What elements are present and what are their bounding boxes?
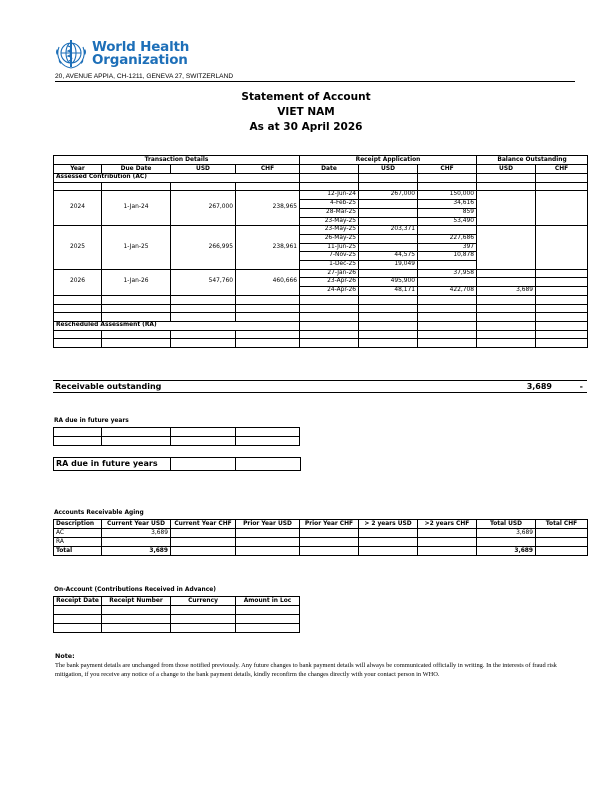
receivable-label: Receivable outstanding bbox=[55, 382, 162, 391]
col-header: Receipt Number bbox=[102, 597, 171, 606]
receipt-chf-cell: 397 bbox=[418, 243, 477, 252]
table-cell bbox=[418, 547, 477, 556]
table-cell bbox=[418, 538, 477, 547]
aging-table bbox=[53, 519, 588, 556]
table-row bbox=[54, 226, 588, 235]
col-header: USD bbox=[359, 165, 418, 174]
balance-usd-cell bbox=[477, 226, 536, 270]
assessed-chf-cell: 238,965 bbox=[236, 191, 300, 226]
table-cell bbox=[171, 538, 236, 547]
col-header: Currency bbox=[171, 597, 236, 606]
col-header: Total USD bbox=[477, 520, 536, 529]
col-header: Prior Year USD bbox=[236, 520, 300, 529]
receipt-usd-cell bbox=[359, 243, 418, 252]
table-row bbox=[54, 269, 588, 278]
due-date-cell: 1-Jan-25 bbox=[102, 226, 171, 270]
assessed-chf-cell: 460,666 bbox=[236, 269, 300, 295]
ra-future-total-label: RA due in future years bbox=[56, 459, 158, 468]
table-cell bbox=[359, 547, 418, 556]
receipt-date-cell: 23-Apr-26 bbox=[300, 278, 359, 287]
year-cell: 2025 bbox=[54, 226, 102, 270]
spacer-row bbox=[54, 295, 588, 304]
col-header: > 2 years USD bbox=[359, 520, 418, 529]
col-header: Current Year USD bbox=[102, 520, 171, 529]
col-header: USD bbox=[171, 165, 236, 174]
spacer-row bbox=[54, 313, 588, 322]
receipt-chf-cell bbox=[418, 278, 477, 287]
table-row bbox=[54, 538, 588, 547]
title-line-2: VIET NAM bbox=[277, 106, 335, 118]
receipt-usd-cell bbox=[359, 200, 418, 209]
year-cell: 2026 bbox=[54, 269, 102, 295]
ra-future-total-row bbox=[53, 457, 301, 471]
receipt-usd-cell bbox=[359, 217, 418, 226]
on-account-table bbox=[53, 596, 300, 633]
receipt-chf-cell bbox=[418, 226, 477, 235]
spacer-row bbox=[54, 330, 588, 339]
table-row bbox=[54, 624, 300, 633]
balance-usd-cell bbox=[477, 278, 536, 287]
receipt-date-cell: 24-Apr-26 bbox=[300, 287, 359, 296]
table-cell bbox=[102, 538, 171, 547]
group-header-receipt: Receipt Application bbox=[300, 156, 477, 165]
address: 20, AVENUE APPIA, CH-1211, GENEVA 27, SWITZERLAND bbox=[55, 73, 575, 82]
balance-chf-cell bbox=[536, 287, 588, 296]
group-header-transaction: Transaction Details bbox=[54, 156, 300, 165]
table-cell: 3,689 bbox=[102, 547, 171, 556]
table-cell bbox=[418, 529, 477, 538]
receipt-usd-cell bbox=[359, 269, 418, 278]
title-line-3: As at 30 April 2026 bbox=[249, 121, 363, 133]
who-emblem-icon bbox=[53, 37, 89, 71]
table-cell bbox=[359, 538, 418, 547]
due-date-cell: 1-Jan-26 bbox=[102, 269, 171, 295]
receipt-chf-cell: 150,000 bbox=[418, 191, 477, 200]
col-header: CHF bbox=[536, 165, 588, 174]
receipt-chf-cell: 422,708 bbox=[418, 287, 477, 296]
col-header: Prior Year CHF bbox=[300, 520, 359, 529]
table-cell: RA bbox=[54, 538, 102, 547]
assessed-usd-cell: 266,995 bbox=[171, 226, 236, 270]
col-header: Total CHF bbox=[536, 520, 588, 529]
transactions-table bbox=[53, 155, 588, 348]
receipt-chf-cell: 37,958 bbox=[418, 269, 477, 278]
table-cell bbox=[171, 529, 236, 538]
receipt-chf-cell: 53,490 bbox=[418, 217, 477, 226]
col-header: Current Year CHF bbox=[171, 520, 236, 529]
receipt-chf-cell: 10,878 bbox=[418, 252, 477, 261]
balance-usd-cell bbox=[477, 191, 536, 226]
receipt-usd-cell: 44,575 bbox=[359, 252, 418, 261]
receipt-date-cell: 12-Jun-24 bbox=[300, 191, 359, 200]
receipt-usd-cell: 19,049 bbox=[359, 261, 418, 270]
title-line-1: Statement of Account bbox=[241, 91, 371, 103]
receipt-date-cell: 26-May-25 bbox=[300, 234, 359, 243]
table-cell bbox=[536, 547, 588, 556]
receipt-usd-cell bbox=[359, 234, 418, 243]
receipt-date-cell: 23-May-25 bbox=[300, 226, 359, 235]
table-cell bbox=[536, 529, 588, 538]
note-text: The bank payment details are unchanged from those notified previously. Any future changes to bank payment details will always be communicated officially in writing. In the interests of fraud risk mitigation, if you receive any notice of a change to the bank payment details, kindly reconfirm the changes directly with your contact person in WHO. bbox=[55, 662, 557, 679]
table-cell bbox=[300, 538, 359, 547]
receivable-outstanding-row bbox=[53, 380, 587, 393]
table-cell: 3,689 bbox=[102, 529, 171, 538]
receipt-usd-cell: 203,371 bbox=[359, 226, 418, 235]
ra-future-section-label: RA due in future years bbox=[54, 418, 129, 424]
table-cell bbox=[236, 547, 300, 556]
table-row bbox=[54, 428, 300, 437]
table-row bbox=[54, 529, 588, 538]
ra-future-table bbox=[53, 427, 300, 446]
on-account-section-label: On-Account (Contributions Received in Advance) bbox=[54, 587, 216, 593]
table-cell bbox=[477, 538, 536, 547]
balance-chf-cell bbox=[536, 278, 588, 287]
table-cell bbox=[300, 547, 359, 556]
receipt-chf-cell: 227,686 bbox=[418, 234, 477, 243]
year-cell: 2024 bbox=[54, 191, 102, 226]
receipt-usd-cell: 267,000 bbox=[359, 191, 418, 200]
balance-chf-cell bbox=[536, 226, 588, 270]
col-header: Date bbox=[300, 165, 359, 174]
receipt-date-cell: 23-May-25 bbox=[300, 217, 359, 226]
receipt-chf-cell: 34,616 bbox=[418, 200, 477, 209]
col-header: Description bbox=[54, 520, 102, 529]
receipt-chf-cell bbox=[418, 261, 477, 270]
col-header: CHF bbox=[236, 165, 300, 174]
statement-title bbox=[0, 90, 612, 135]
org-name-line1: World Health bbox=[92, 39, 190, 55]
balance-usd-cell: 3,689 bbox=[477, 287, 536, 296]
spacer-row bbox=[54, 339, 588, 348]
table-cell bbox=[236, 538, 300, 547]
receipt-date-cell: 11-Jun-25 bbox=[300, 243, 359, 252]
col-header: >2 years CHF bbox=[418, 520, 477, 529]
receipt-usd-cell: 48,171 bbox=[359, 287, 418, 296]
assessed-chf-cell: 238,961 bbox=[236, 226, 300, 270]
table-cell: AC bbox=[54, 529, 102, 538]
note-title: Note: bbox=[55, 652, 75, 660]
col-header: Receipt Date bbox=[54, 597, 102, 606]
table-cell bbox=[536, 538, 588, 547]
receipt-date-cell: 7-Nov-25 bbox=[300, 252, 359, 261]
col-header: Due Date bbox=[102, 165, 171, 174]
receivable-usd: 3,689 bbox=[526, 382, 552, 391]
assessed-usd-cell: 267,000 bbox=[171, 191, 236, 226]
rescheduled-assessment-label: Rescheduled Assessment (RA) bbox=[54, 321, 300, 330]
table-row bbox=[54, 191, 588, 200]
table-cell: 3,689 bbox=[477, 529, 536, 538]
table-cell: Total bbox=[54, 547, 102, 556]
col-header: Amount in Loc bbox=[236, 597, 300, 606]
receipt-date-cell: 27-Jan-26 bbox=[300, 269, 359, 278]
col-header: USD bbox=[477, 165, 536, 174]
col-header: CHF bbox=[418, 165, 477, 174]
table-row bbox=[54, 606, 300, 615]
receivable-chf: - bbox=[579, 382, 583, 391]
col-header: Year bbox=[54, 165, 102, 174]
org-name-line2: Organization bbox=[92, 52, 188, 68]
balance-chf-cell bbox=[536, 269, 588, 278]
note-block bbox=[55, 652, 580, 680]
table-row bbox=[54, 437, 300, 446]
group-header-balance: Balance Outstanding bbox=[477, 156, 588, 165]
receipt-usd-cell bbox=[359, 208, 418, 217]
balance-usd-cell bbox=[477, 269, 536, 278]
table-cell bbox=[171, 547, 236, 556]
receipt-date-cell: 1-Dec-25 bbox=[300, 261, 359, 270]
receipt-date-cell: 4-Feb-25 bbox=[300, 200, 359, 209]
table-row bbox=[54, 547, 588, 556]
org-name bbox=[92, 41, 189, 67]
due-date-cell: 1-Jan-24 bbox=[102, 191, 171, 226]
aging-section-label: Accounts Receivable Aging bbox=[54, 510, 144, 516]
receipt-date-cell: 28-Mar-25 bbox=[300, 208, 359, 217]
receipt-usd-cell: 495,900 bbox=[359, 278, 418, 287]
table-cell: 3,689 bbox=[477, 547, 536, 556]
receipt-chf-cell: 859 bbox=[418, 208, 477, 217]
spacer-row bbox=[54, 182, 588, 191]
assessed-contribution-label: Assessed Contribution (AC) bbox=[54, 174, 300, 183]
table-cell bbox=[359, 529, 418, 538]
table-cell bbox=[300, 529, 359, 538]
balance-chf-cell bbox=[536, 191, 588, 226]
table-row bbox=[54, 615, 300, 624]
assessed-usd-cell: 547,760 bbox=[171, 269, 236, 295]
table-cell bbox=[236, 529, 300, 538]
spacer-row bbox=[54, 304, 588, 313]
